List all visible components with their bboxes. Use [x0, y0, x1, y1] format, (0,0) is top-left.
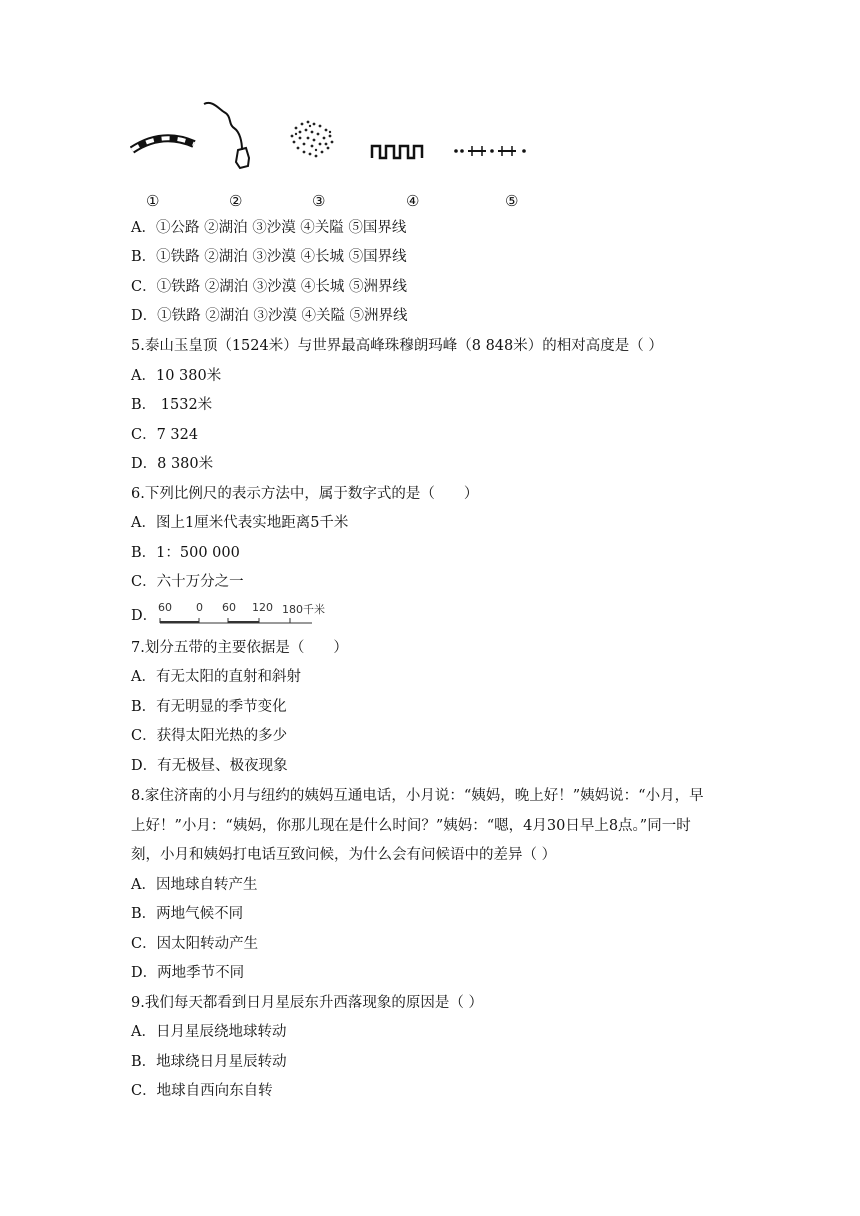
q5-option-d: D．8 380米: [131, 456, 214, 472]
boundary-line-symbol-icon: [452, 144, 534, 158]
q5-option-b: B． 1532米: [131, 397, 213, 413]
railway-symbol-icon: [130, 126, 198, 160]
q5-option-a: A．10 380米: [131, 368, 222, 384]
symbol-number: ⑤: [505, 192, 519, 210]
q8-option-b: B．两地气候不同: [131, 906, 244, 922]
scale-label: 60: [158, 601, 172, 614]
great-wall-symbol-icon: [370, 142, 426, 160]
q9-stem: 9.我们每天都看到日月星辰东升西落现象的原因是（ ）: [131, 995, 483, 1011]
q9-option-a: A．日月星辰绕地球转动: [131, 1024, 287, 1040]
scale-label: 60: [222, 601, 236, 614]
scale-bar-line-icon: [156, 615, 316, 625]
q8-option-d: D．两地季节不同: [131, 965, 245, 981]
q7-option-a: A．有无太阳的直射和斜射: [131, 669, 301, 685]
q6-option-c: C．六十万分之一: [131, 574, 244, 590]
q7-stem: 7.划分五带的主要依据是（ ）: [131, 640, 348, 656]
q4-option-d: D．①铁路 ②湖泊 ③沙漠 ④关隘 ⑤洲界线: [131, 308, 408, 324]
lake-symbol-icon: [202, 98, 254, 170]
desert-symbol-icon: [282, 116, 342, 162]
symbol-number: ④: [406, 192, 420, 210]
q7-option-b: B．有无明显的季节变化: [131, 699, 287, 715]
symbol-number: ①: [146, 192, 160, 210]
q4-option-a: A．①公路 ②湖泊 ③沙漠 ④关隘 ⑤国界线: [131, 220, 407, 236]
q8-stem-line-1: 8.家住济南的小月与纽约的姨妈互通电话，小月说：“姨妈，晚上好！”姨妈说：“小月，早: [131, 788, 704, 804]
q6-option-b: B．1：500 000: [131, 545, 240, 561]
q4-option-c: C．①铁路 ②湖泊 ③沙漠 ④长城 ⑤洲界线: [131, 279, 408, 295]
q6-option-d: D．: [131, 608, 158, 624]
q6-option-a: A．图上1厘米代表实地距离5千米: [131, 515, 349, 531]
scale-label: 180千米: [282, 603, 325, 616]
q9-option-b: B．地球绕日月星辰转动: [131, 1054, 287, 1070]
q8-option-a: A．因地球自转产生: [131, 877, 258, 893]
symbol-number: ③: [312, 192, 326, 210]
q6-stem: 6.下列比例尺的表示方法中，属于数字式的是（ ）: [131, 486, 479, 502]
q5-stem: 5.泰山玉皇顶（1524米）与世界最高峰珠穆朗玛峰（8 848米）的相对高度是（ ）: [131, 338, 663, 354]
symbol-numbers: [0, 190, 860, 212]
q8-stem-line-3: 刻，小月和姨妈打电话互致问候，为什么会有问候语中的差异（ ）: [131, 847, 557, 863]
symbol-number: ②: [229, 192, 243, 210]
scale-label: 120: [252, 601, 273, 614]
scale-label: 0: [196, 601, 203, 614]
map-symbols-figure: [130, 98, 550, 168]
q9-option-c: C．地球自西向东自转: [131, 1083, 273, 1099]
q4-option-b: B．①铁路 ②湖泊 ③沙漠 ④长城 ⑤国界线: [131, 249, 407, 265]
q7-option-c: C．获得太阳光热的多少: [131, 728, 288, 744]
q8-stem-line-2: 上好！”小月：“姨妈，你那儿现在是什么时间？”姨妈：“嗯，4月30日早上8点。”同一时: [131, 818, 691, 834]
q8-option-c: C．因太阳转动产生: [131, 936, 259, 952]
q5-option-c: C．7 324: [131, 427, 199, 443]
line-scale-bar: [156, 601, 331, 625]
q7-option-d: D．有无极昼、极夜现象: [131, 758, 288, 774]
